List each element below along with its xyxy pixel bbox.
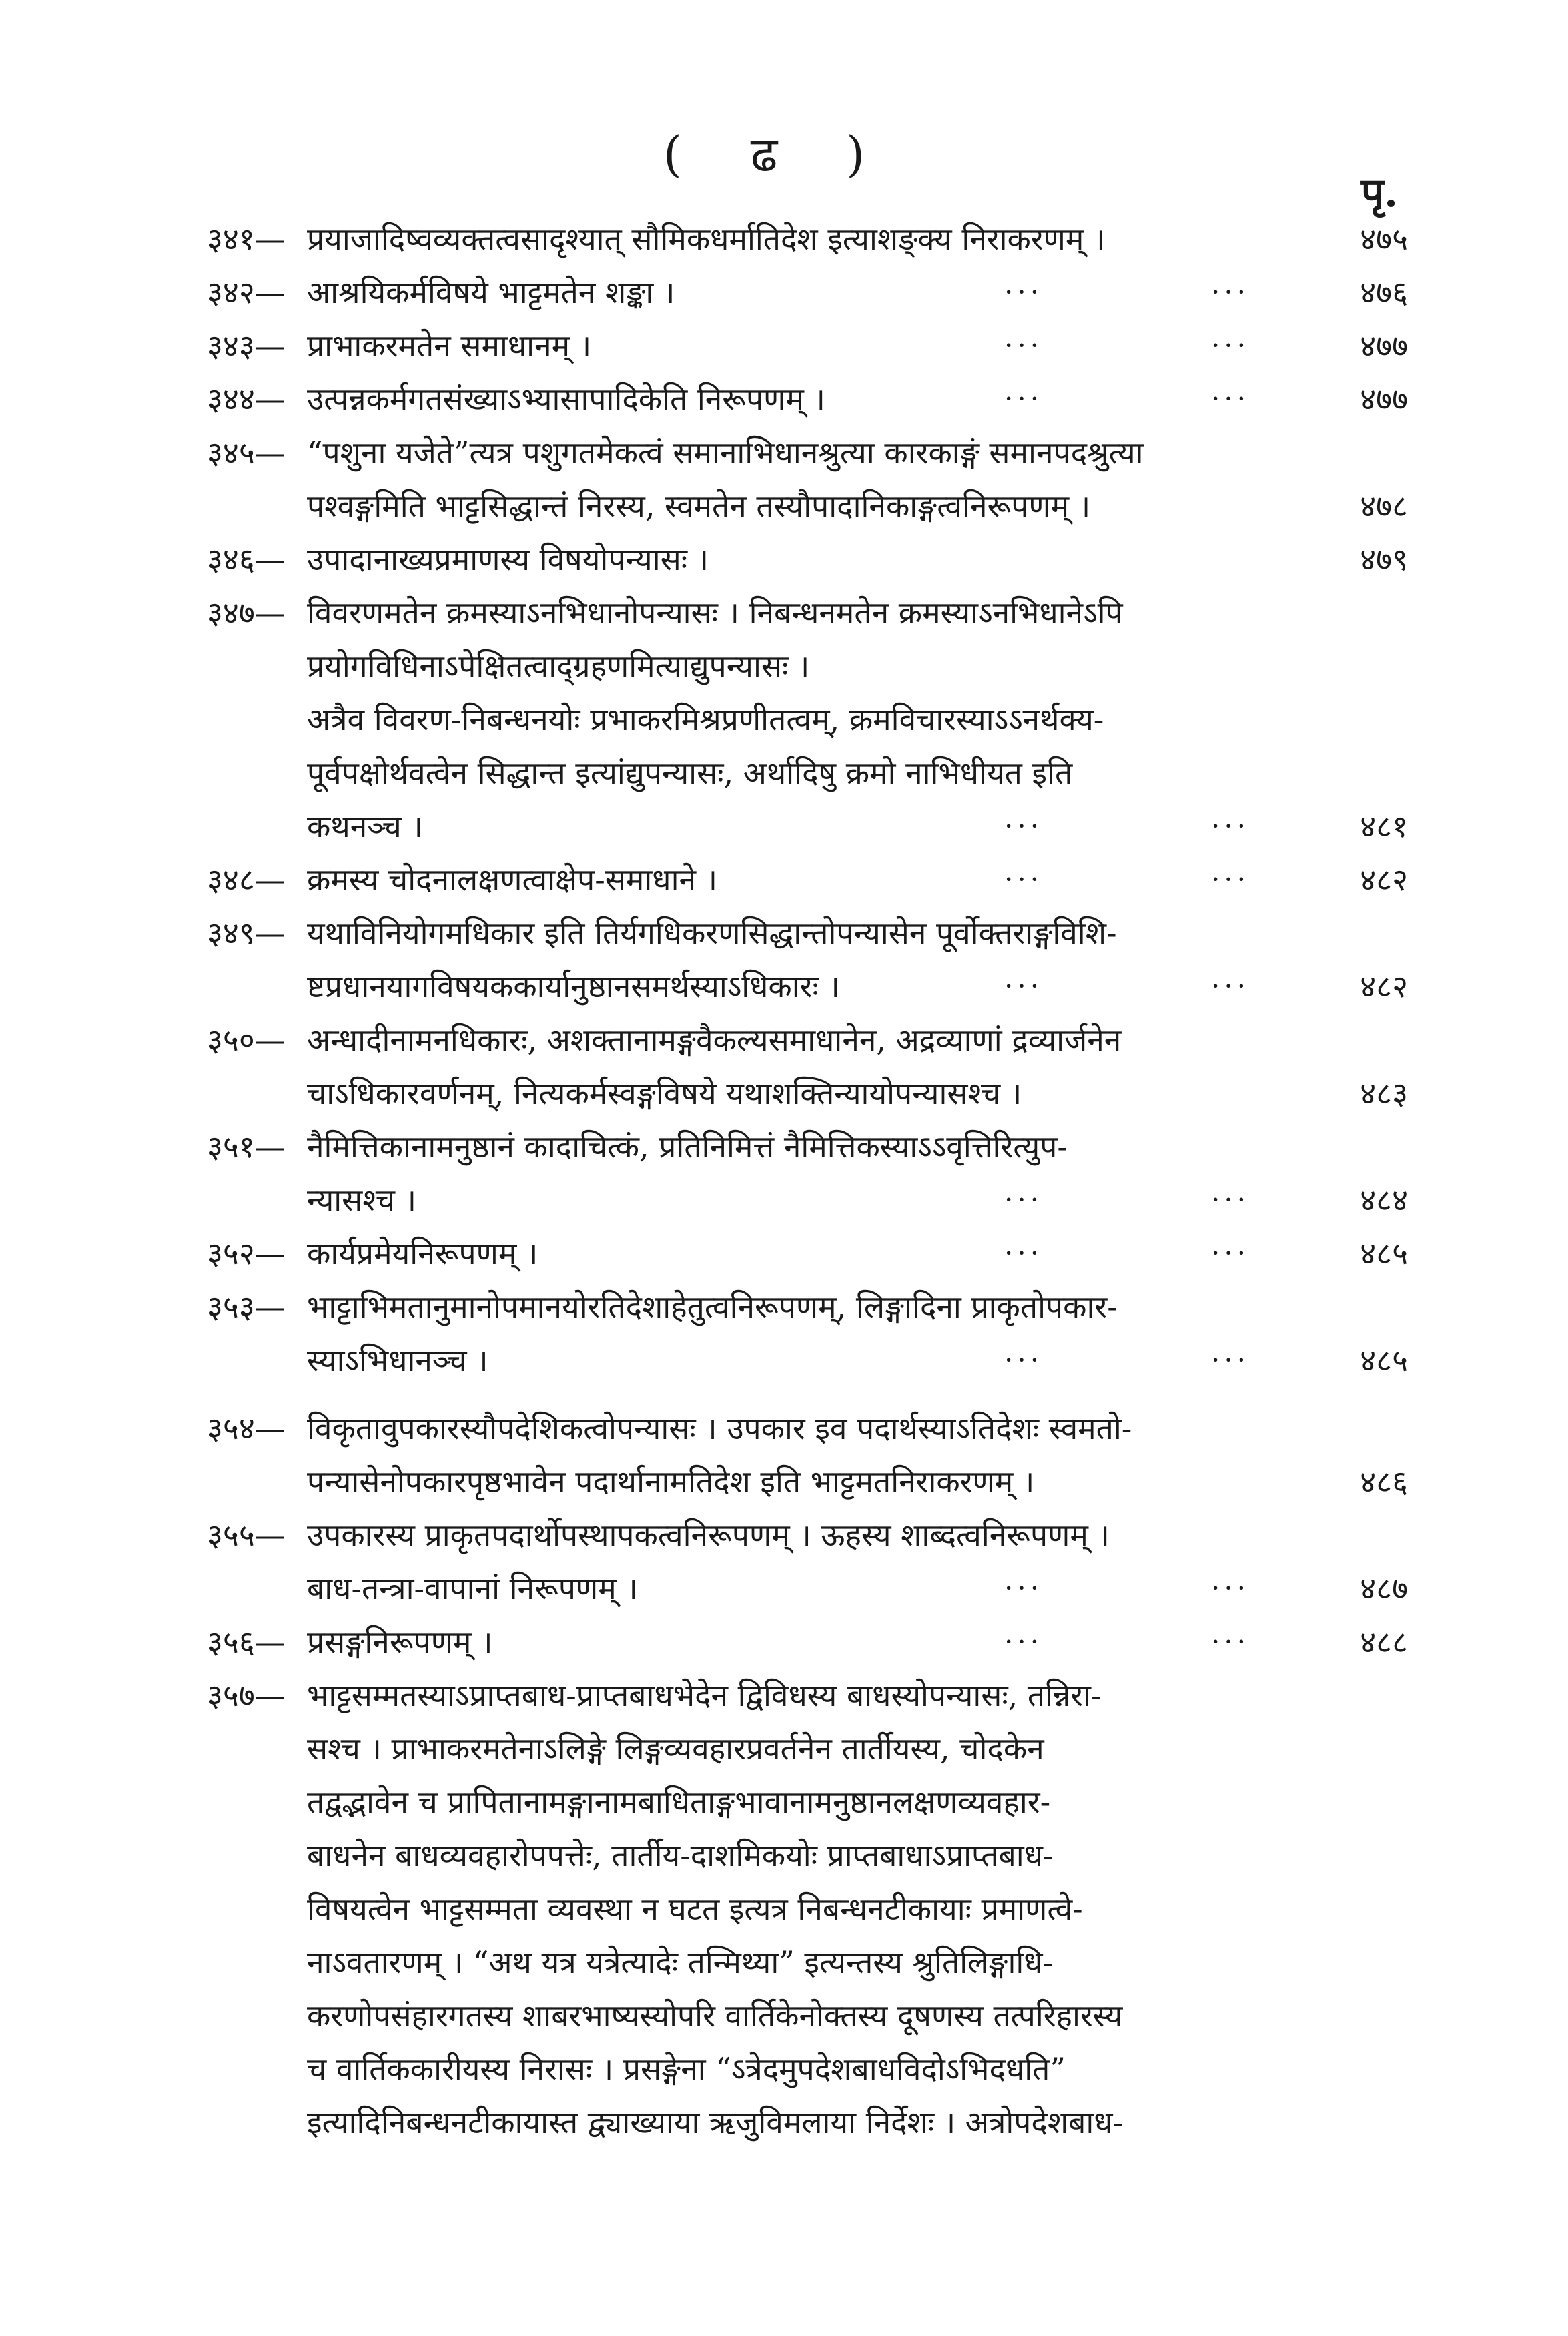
toc-line — [207, 533, 1408, 586]
entry-text: भाट्टसम्मतस्याऽप्राप्तबाध-प्राप्तबाधभेदेन द्विविधस्य बाधस्योपन्यासः, तन्निरा- — [307, 1677, 1102, 1713]
leader-dots: ··· — [1211, 810, 1250, 842]
entry-text: पश्वङ्गमिति भाट्टसिद्धान्तं निरस्य, स्वमतेन तस्यौपादानिकाङ्गत्वनिरूपणम् । — [307, 488, 1091, 524]
toc-entry — [207, 1669, 1408, 2149]
leader-dots: ··· — [1211, 382, 1250, 415]
toc-line — [207, 1334, 1408, 1387]
entry-text: करणोपसंहारगतस्य शाबरभाष्यस्योपरि वार्तिकेनोक्तस्य दूषणस्य तत्परिहारस्य — [307, 1998, 1123, 2034]
toc-line — [207, 426, 1408, 479]
leader-dots: ··· — [1211, 276, 1250, 308]
leader-dots: ··· — [1211, 329, 1250, 362]
entry-text: पन्यासेनोपकारपृष्ठभावेन पदार्थानामतिदेश इति भाट्टमतनिराकरणम् । — [307, 1464, 1035, 1500]
leader-dots: ··· — [1211, 1237, 1250, 1269]
entry-text: नाऽवतारणम् । “अथ यत्र यत्रेत्यादेः तन्मिथ्या” इत्यन्तस्य श्रुतिलिङ्गाधि- — [307, 1944, 1054, 1980]
page-column-label: पृ. — [1361, 170, 1398, 216]
table-of-contents — [207, 212, 1408, 2149]
toc-line — [207, 1669, 1408, 1722]
entry-text: कार्यप्रमेयनिरूपणम् । — [307, 1235, 538, 1271]
leader-dots: ··· — [1004, 970, 1044, 1002]
entry-text: विवरणमतेन क्रमस्याऽनभिधानोपन्यासः । निबन्धनमतेन क्रमस्याऽनभिधानेऽपि — [307, 595, 1123, 631]
toc-entry — [207, 212, 1408, 266]
toc-entry — [207, 1280, 1408, 1387]
entry-text: इत्यादिनिबन्धनटीकायास्त द्व्याख्याया ऋजुविमलाया निर्देशः । अत्रोपदेशबाध- — [307, 2104, 1124, 2140]
leader-dots: ··· — [1004, 382, 1044, 415]
entry-text: कथनञ्च । — [307, 808, 423, 844]
page-number: ४७९ — [1360, 541, 1408, 577]
entry-text: चाऽधिकारवर्णनम्, नित्यकर्मस्वङ्गविषये यथाशक्तिन्यायोपन्यासश्च । — [307, 1075, 1022, 1111]
entry-number: ३५६— — [207, 1624, 286, 1660]
entry-text: अत्रैव विवरण-निबन्धनयोः प्रभाकरमिश्रप्रणीतत्वम्, क्रमविचारस्याऽऽनर्थक्य- — [307, 701, 1104, 738]
toc-entry — [207, 1402, 1408, 1508]
entry-number: ३५२— — [207, 1235, 286, 1271]
toc-line — [207, 1882, 1408, 1936]
entry-number: ३४७— — [207, 595, 286, 631]
toc-line — [207, 1508, 1408, 1562]
toc-line — [207, 693, 1408, 746]
entry-number: ३५५— — [207, 1517, 286, 1553]
toc-entry — [207, 853, 1408, 906]
toc-entry — [207, 1508, 1408, 1615]
entry-text: बाधनेन बाधव्यवहारोपपत्तेः, तार्तीय-दाशमिकयोः प्राप्तबाधाऽप्राप्तबाध- — [307, 1837, 1054, 1873]
entry-number: ३५१— — [207, 1129, 286, 1165]
entry-text: पूर्वपक्षोर्थवत्वेन सिद्धान्त इत्यांद्युपन्यासः, अर्थादिषु क्रमो नाभिधीयत इति — [307, 755, 1073, 791]
entry-number: ३५३— — [207, 1289, 286, 1325]
toc-line — [207, 1067, 1408, 1120]
toc-entry — [207, 372, 1408, 426]
entry-text: यथाविनियोगमधिकार इति तिर्यगधिकरणसिद्धान्तोपन्यासेन पूर्वोक्तराङ्गविशि- — [307, 915, 1117, 951]
entry-text: प्राभाकरमतेन समाधानम् । — [307, 328, 592, 364]
toc-line — [207, 586, 1408, 639]
toc-line — [207, 1280, 1408, 1334]
toc-entry — [207, 319, 1408, 372]
page-number: ४८८ — [1360, 1624, 1408, 1660]
entry-text: प्रसङ्गनिरूपणम् । — [307, 1624, 493, 1660]
entry-text: बाध-तन्त्रा-वापानां निरूपणम् । — [307, 1570, 638, 1607]
leader-dots: ··· — [1211, 1625, 1250, 1658]
toc-line — [207, 853, 1408, 906]
entry-number: ३४२— — [207, 274, 286, 310]
page-number: ४८१ — [1360, 808, 1408, 844]
page-number: ४८५ — [1360, 1235, 1408, 1271]
toc-line — [207, 1936, 1408, 1989]
entry-text: सश्च । प्राभाकरमतेनाऽलिङ्गे लिङ्गव्यवहारप्रवर्तनेन तार्तीयस्य, चोदकेन — [307, 1731, 1044, 1767]
leader-dots: ··· — [1004, 1344, 1044, 1376]
entry-number: ३४९— — [207, 915, 286, 951]
toc-line — [207, 800, 1408, 853]
entry-text: स्याऽभिधानञ्च । — [307, 1342, 488, 1378]
entry-text: उत्पन्नकर्मगतसंख्याऽभ्यासापादिकेति निरूपणम् । — [307, 381, 825, 417]
toc-line — [207, 1227, 1408, 1280]
page-number: ४७५ — [1360, 221, 1408, 257]
toc-line — [207, 746, 1408, 800]
toc-entry — [207, 1120, 1408, 1227]
entry-text: उपकारस्य प्राकृतपदार्थोपस्थापकत्वनिरूपणम् । ऊहस्य शाब्दत्वनिरूपणम् । — [307, 1517, 1110, 1553]
page-number: ४८२ — [1360, 968, 1408, 1004]
toc-entry — [207, 426, 1408, 533]
page-number: ४७८ — [1360, 488, 1408, 524]
page-number: ४७६ — [1360, 274, 1408, 310]
toc-line — [207, 2096, 1408, 2149]
entry-text: नैमित्तिकानामनुष्ठानं कादाचित्कं, प्रतिनिमित्तं नैमित्तिकस्याऽऽवृत्तिरित्युप- — [307, 1129, 1068, 1165]
page-mark: ( ढ ) — [663, 126, 892, 182]
toc-line — [207, 1120, 1408, 1173]
entry-number: ३४५— — [207, 434, 286, 471]
toc-line — [207, 639, 1408, 693]
leader-dots: ··· — [1211, 970, 1250, 1002]
toc-line — [207, 2042, 1408, 2096]
leader-dots: ··· — [1211, 1572, 1250, 1604]
entry-text: विकृतावुपकारस्यौपदेशिकत्वोपन्यासः । उपकार इव पदार्थस्याऽतिदेशः स्वमतो- — [307, 1410, 1132, 1446]
entry-number: ३४१— — [207, 221, 286, 257]
entry-text: उपादानाख्यप्रमाणस्य विषयोपन्यासः । — [307, 541, 709, 577]
entry-number: ३४३— — [207, 328, 286, 364]
page-number: ४८५ — [1360, 1342, 1408, 1378]
toc-line — [207, 266, 1408, 319]
page-number: ४७७ — [1360, 328, 1408, 364]
toc-entry — [207, 906, 1408, 1013]
toc-line — [207, 212, 1408, 266]
toc-line — [207, 1562, 1408, 1615]
toc-entry — [207, 266, 1408, 319]
entry-text: भाट्टाभिमतानुमानोपमानयोरतिदेशाहेतुत्वनिरूपणम्, लिङ्गादिना प्राकृतोपकार- — [307, 1289, 1118, 1325]
toc-entry — [207, 1013, 1408, 1120]
entry-text: प्रयाजादिष्वव्यक्तत्वसादृश्यात् सौमिकधर्मातिदेश इत्याशङ्क्य निराकरणम् । — [307, 221, 1106, 257]
entry-number: ३५७— — [207, 1677, 286, 1713]
entry-text: प्रयोगविधिनाऽपेक्षितत्वाद्ग्रहणमित्याद्युपन्यासः । — [307, 648, 810, 684]
page-number: ४८७ — [1360, 1570, 1408, 1607]
toc-line — [207, 1829, 1408, 1882]
leader-dots: ··· — [1211, 1183, 1250, 1216]
toc-line — [207, 1722, 1408, 1775]
entry-text: क्रमस्य चोदनालक्षणत्वाक्षेप-समाधाने । — [307, 862, 718, 898]
toc-line — [207, 1455, 1408, 1508]
toc-line — [207, 1013, 1408, 1067]
toc-entry — [207, 533, 1408, 586]
toc-line — [207, 479, 1408, 533]
entry-text: न्यासश्च । — [307, 1182, 417, 1218]
entry-text: “पशुना यजेते”त्यत्र पशुगतमेकत्वं समानाभिधानश्रुत्या कारकाङ्गं समानपदश्रुत्या — [307, 434, 1144, 471]
leader-dots: ··· — [1004, 1625, 1044, 1658]
leader-dots: ··· — [1004, 276, 1044, 308]
page-number: ४८२ — [1360, 862, 1408, 898]
toc-line — [207, 319, 1408, 372]
page-number: ४८३ — [1360, 1075, 1408, 1111]
entry-number: ३४४— — [207, 381, 286, 417]
entry-text: आश्रयिकर्मविषये भाट्टमतेन शङ्का । — [307, 274, 675, 310]
toc-line — [207, 1615, 1408, 1669]
entry-number: ३४८— — [207, 862, 286, 898]
entry-text: विषयत्वेन भाट्टसम्मता व्यवस्था न घटत इत्यत्र निबन्धनटीकायाः प्रमाणत्वे- — [307, 1891, 1083, 1927]
toc-line — [207, 1775, 1408, 1829]
leader-dots: ··· — [1211, 863, 1250, 896]
toc-line — [207, 960, 1408, 1013]
toc-entry — [207, 1227, 1408, 1280]
entry-text: च वार्तिककारीयस्य निरासः । प्रसङ्गेना “ऽत्रेदमुपदेशबाधविदोऽभिदधति” — [307, 2051, 1066, 2087]
entry-text: अन्धादीनामनधिकारः, अशक्तानामङ्गवैकल्यसमाधानेन, अद्रव्याणां द्रव्यार्जनेन — [307, 1022, 1122, 1058]
toc-line — [207, 1402, 1408, 1455]
toc-line — [207, 1173, 1408, 1227]
leader-dots: ··· — [1211, 1344, 1250, 1376]
leader-dots: ··· — [1004, 1183, 1044, 1216]
toc-line — [207, 372, 1408, 426]
entry-number: ३५४— — [207, 1410, 286, 1446]
leader-dots: ··· — [1004, 863, 1044, 896]
toc-entry — [207, 1615, 1408, 1669]
page-number: ४८४ — [1360, 1182, 1408, 1218]
leader-dots: ··· — [1004, 329, 1044, 362]
toc-entry — [207, 586, 1408, 853]
page-number: ४८६ — [1360, 1464, 1408, 1500]
leader-dots: ··· — [1004, 1237, 1044, 1269]
toc-line — [207, 906, 1408, 960]
entry-text: तद्वद्भावेन च प्रापितानामङ्गानामबाधिताङ्गभावानामनुष्ठानलक्षणव्यवहार- — [307, 1784, 1051, 1820]
entry-number: ३५०— — [207, 1022, 286, 1058]
page-number: ४७७ — [1360, 381, 1408, 417]
entry-number: ३४६— — [207, 541, 286, 577]
toc-line — [207, 1989, 1408, 2042]
leader-dots: ··· — [1004, 810, 1044, 842]
leader-dots: ··· — [1004, 1572, 1044, 1604]
entry-text: ष्टप्रधानयागविषयककार्यानुष्ठानसमर्थस्याऽधिकारः । — [307, 968, 840, 1004]
